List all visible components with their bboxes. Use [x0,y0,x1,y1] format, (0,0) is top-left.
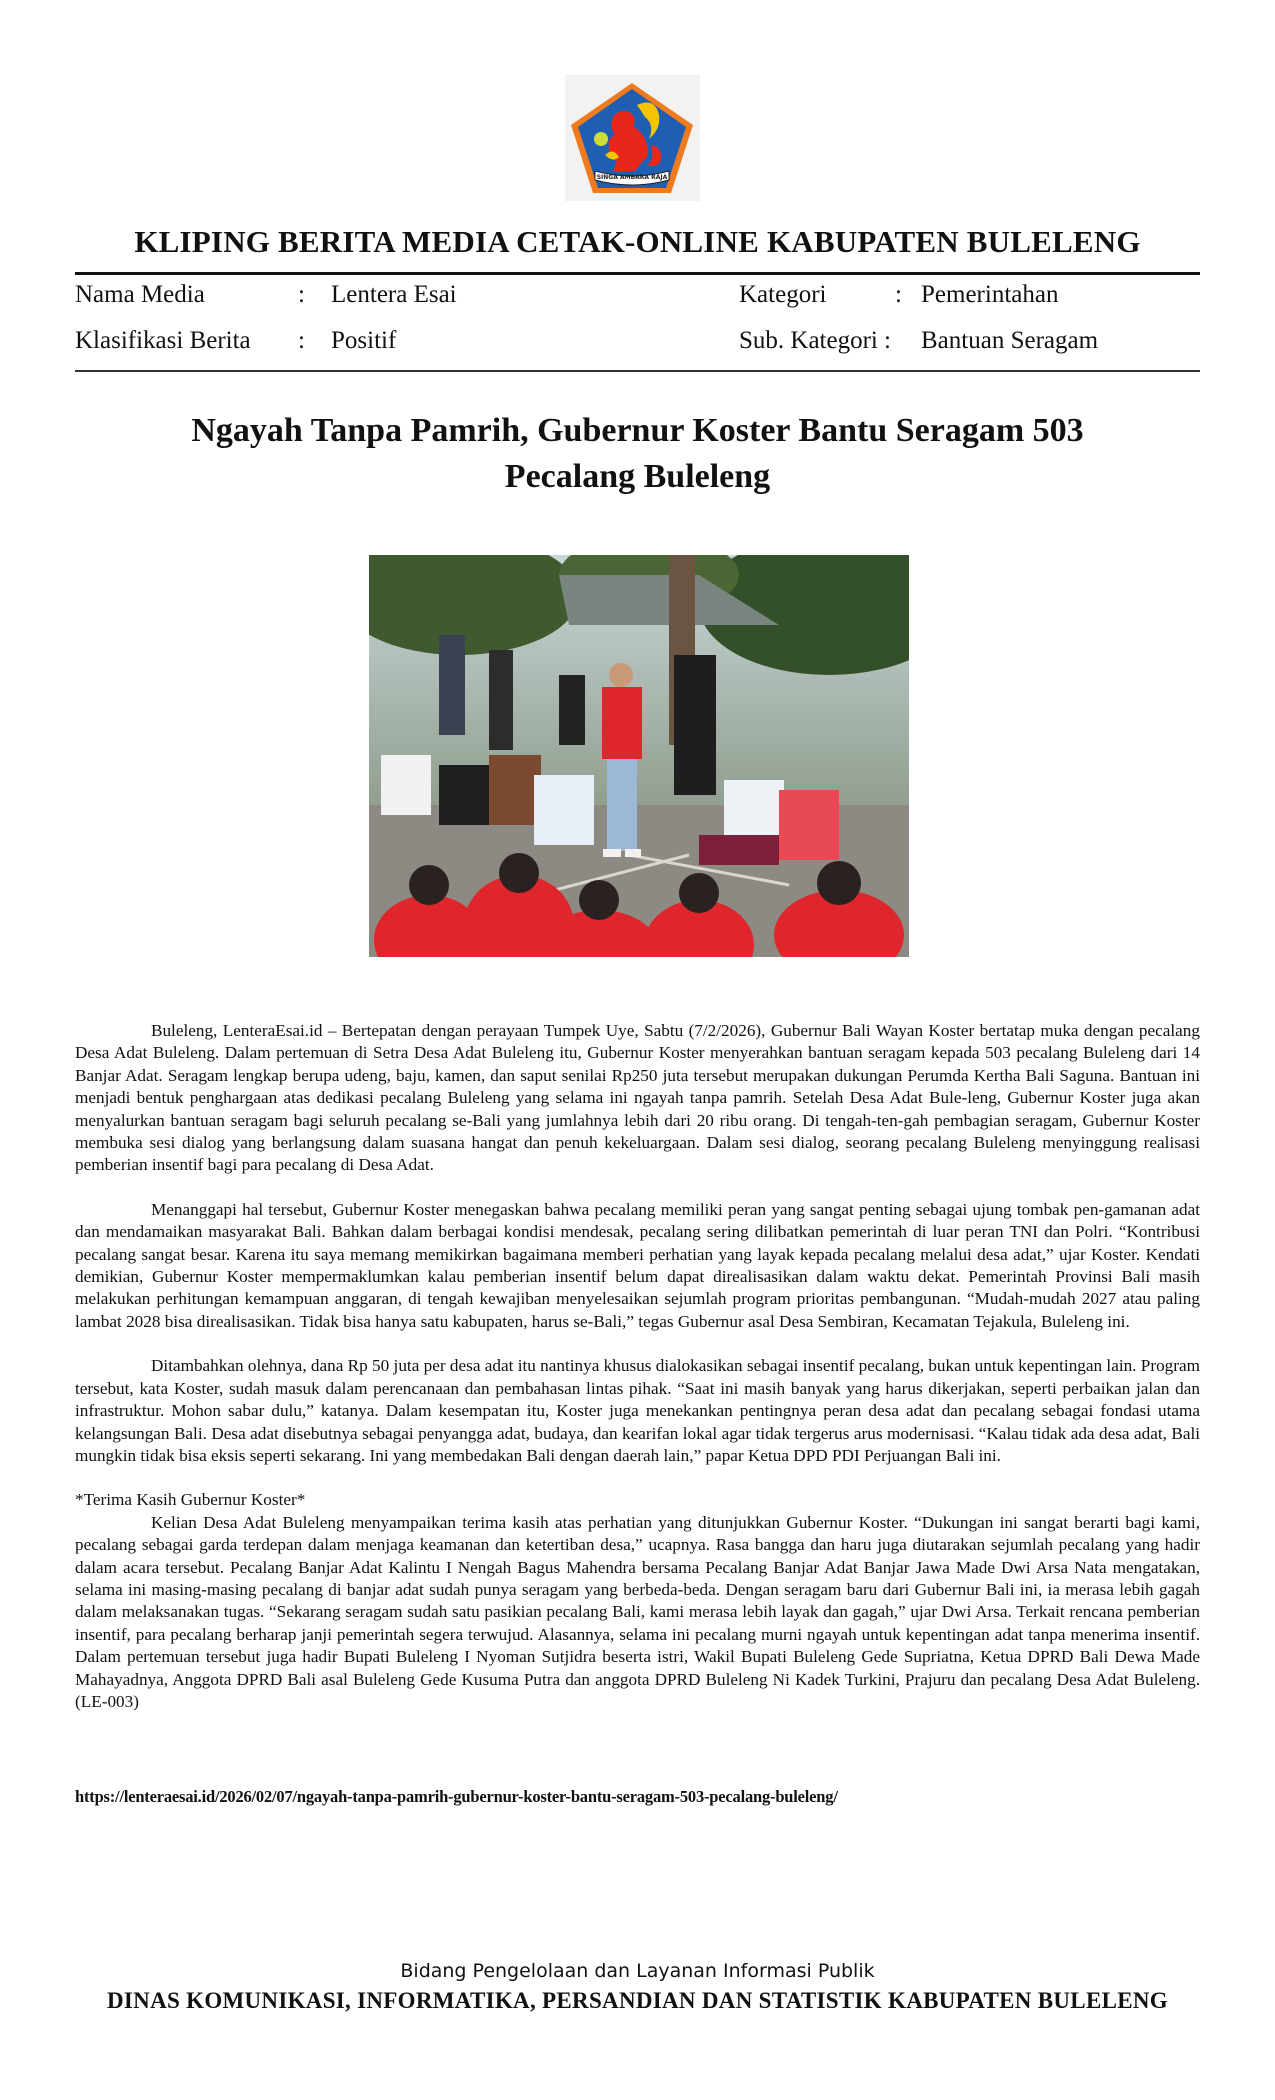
kategori-separator: : [895,281,902,308]
sub-kategori-separator: : [884,327,891,354]
klasifikasi-berita-label: Klasifikasi Berita [75,327,251,354]
source-url-link[interactable]: https://lenteraesai.id/2026/02/07/ngayah-tanpa-pamrih-gubernur-koster-bantu-seragam-503-pecalang-buleleng/ [75,1787,838,1806]
article-paragraph-1: Buleleng, LenteraEsai.id – Bertepatan dengan perayaan Tumpek Uye, Sabtu (7/2/2026), Gubernur Bali Wayan Koster bertatap muka dengan pecalang Desa Adat Buleleng. Dalam pertemuan di Setra Desa Adat Buleleng itu, Gubernur Koster menyerahkan bantuan seragam kepada 503 pecalang Buleleng dari 14 Banjar Adat. Seragam lengkap berupa udeng, baju, kamen, dan saput senilai Rp250 juta tersebut merupakan dukungan Perumda Kertha Bali Saguna. Bantuan ini menjadi bentuk penghargaan atas dedikasi pecalang Buleleng yang selama ini ngayah tanpa pamrih. Setelah Desa Adat Bule-leng, Gubernur Koster juga akan menyalurkan bantuan seragam bagi seluruh pecalang se-Bali yang jumlahnya lebih dari 20 ribu orang. Di tengah-ten-gah pembagian seragam, Gubernur Koster membuka sesi dialog yang berlangsung dalam suasana hangat dan penuh kekeluargaan. Dalam sesi dialog, seorang pecalang Buleleng menyinggung realisasi pemberian insentif bagi para pecalang di Desa Adat. [75,1021,1200,1175]
article-paragraph-4: Kelian Desa Adat Buleleng menyampaikan terima kasih atas perhatian yang ditunjukkan Gubernur Koster. “Dukungan ini sangat berarti bagi kami, pecalang sebagai garda terdepan dalam menjaga keamanan dan ketertiban desa,” ucapnya. Rasa bangga dan haru juga diutarakan sejumlah pecalang yang hadir dalam acara tersebut. Pecalang Banjar Adat Kalintu I Nengah Bagus Mahendra bersama Pecalang Banjar Adat Banjar Jawa Made Dwi Arsa Nata mengatakan, selama ini masing-masing pecalang di banjar adat sudah punya seragam yang berbeda-beda. Dengan seragam baru dari Gubernur Bali ini, ia merasa lebih gagah dalam melaksanakan tugas. “Sekarang seragam sudah satu pasikian pecalang Bali, kami merasa lebih layak dan gagah,” ujar Dwi Arsa. Terkait rencana pemberian insentif, para pecalang berharap janji pemerintah segera terwujud. Alasannya, selama ini pecalang murni ngayah untuk kepentingan adat tanpa menerima insentif. Dalam pertemuan tersebut juga hadir Bupati Buleleng I Nyoman Sutjidra beserta istri, Wakil Bupati Buleleng Gede Supriatna, Ketua DPRD Bali Dewa Made Mahayadnya, Anggota DPRD Bali asal Buleleng Gede Kusuma Putra dan anggota DPRD Buleleng Ni Kadek Turkini, Prajuru dan pecalang Desa Adat Buleleng. (LE-003) [75,1512,1200,1711]
nama-media-label: Nama Media [75,281,205,308]
klasifikasi-berita-value: Positif [331,327,397,354]
sub-kategori-value: Bantuan Seragam [921,327,1099,354]
svg-text:SINGA AMBARA RAJA: SINGA AMBARA RAJA [596,174,668,181]
article-paragraph-2: Menanggapi hal tersebut, Gubernur Koster menegaskan bahwa pecalang memiliki peran yang sangat penting sebagai ujung tombak pen-gamanan adat dan mendamaikan masyarakat Bali. Bahkan dalam berbagai kondisi mendesak, pecalang sering dilibatkan pemerintah di luar peran TNI dan Polri. “Kontribusi pecalang sangat besar. Karena itu saya memang memikirkan bagaimana memberi perhatian yang layak kepada pecalang melalui desa adat,” ujar Koster. Kendati demikian, Gubernur Koster mempermaklumkan kalau pemberian insentif belum dapat direalisasikan dalam waktu dekat. Pemerintah Provinsi Bali masih melakukan perhitungan kemampuan anggaran, di tengah kewajiban menyelesaikan sejumlah program prioritas pembangunan. “Mudah-mudah 2027 atau paling lambat 2028 bisa direalisasikan. Tidak bisa hanya satu kabupaten, harus se-Bali,” tegas Gubernur asal Desa Sembiran, Kecamatan Tejakula, Buleleng ini. [75,1199,1200,1331]
headline-line-1: Ngayah Tanpa Pamrih, Gubernur Koster Bantu Seragam 503 [191,412,1084,449]
headline-line-2: Pecalang Buleleng [504,458,771,495]
article-photo [369,555,909,957]
news-photo-icon [369,555,909,957]
kabupaten-buleleng-logo [565,75,700,201]
footer-division: Bidang Pengelolaan dan Layanan Informasi Publik [400,1960,875,1982]
nama-media-value: Lentera Esai [331,281,457,308]
article-body [75,1020,1200,1735]
sub-kategori-label: Sub. Kategori [739,327,878,354]
kategori-value: Pemerintahan [921,281,1059,308]
article-paragraph-3: Ditambahkan olehnya, dana Rp 50 juta per desa adat itu nantinya khusus dialokasikan sebagai insentif pecalang, bukan untuk kepentingan lain. Program tersebut, kata Koster, sudah masuk dalam perencanaan dan pembahasan lintas pihak. “Saat ini masih banyak yang harus dikerjakan, seperti perbaikan jalan dan infrastruktur. Mohon sabar dulu,” katanya. Dalam kesempatan itu, Koster juga menekankan pentingnya peran desa adat dan pecalang sebagai fondasi utama kelangsungan Bali. Desa adat disebutnya sebagai penyangga adat, budaya, dan kearifan lokal agar tidak tergerus arus modernisasi. “Kalau tidak ada desa adat, Bali mungkin tidak bisa eksis seperti sekarang. Ini yang membedakan Bali dengan daerah lain,” papar Ketua DPD PDI Perjuangan Bali ini. [75,1356,1200,1465]
header-rule-bottom [75,370,1200,372]
header-rule-top [75,272,1200,275]
crest-icon [565,75,700,201]
klasifikasi-berita-separator: : [298,327,305,354]
article-subheading: *Terima Kasih Gubernur Koster* [75,1490,306,1510]
footer-agency: DINAS KOMUNIKASI, INFORMATIKA, PERSANDIAN DAN STATISTIK KABUPATEN BULELENG [107,1988,1168,2013]
article-headline [120,408,1155,500]
nama-media-separator: : [298,281,305,308]
document-title: KLIPING BERITA MEDIA CETAK-ONLINE KABUPATEN BULELENG [134,224,1141,259]
kategori-label: Kategori [739,281,827,308]
